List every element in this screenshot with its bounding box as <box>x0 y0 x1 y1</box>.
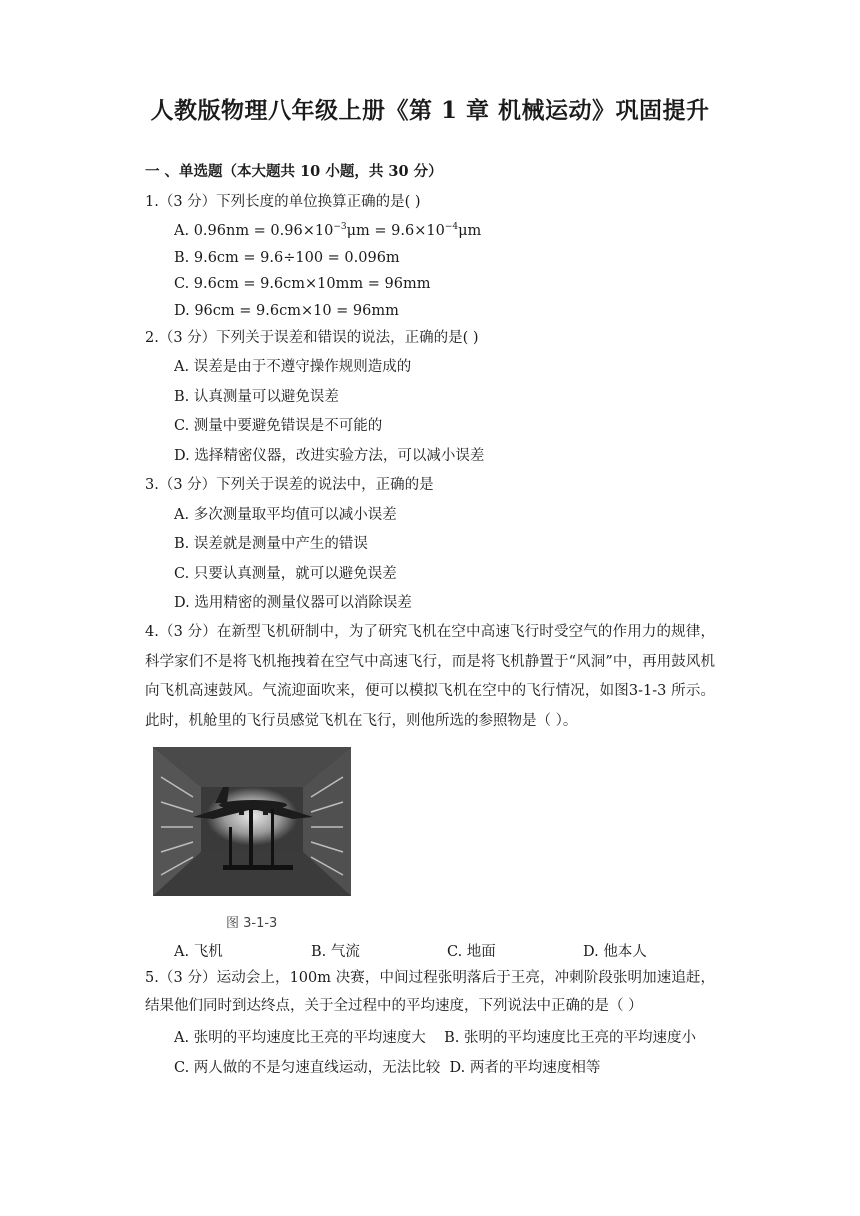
wind-tunnel-image <box>153 747 351 896</box>
section-heading: 一 、单选题（本大题共 10 小题，共 30 分） <box>145 163 443 180</box>
figure-caption: 图 3-1-3 <box>226 916 278 931</box>
question-1-option-a: A. $0.96nm = 0.96\times 10^{-3}\mu m = 9.6\times 10^{-4}\mu m$ <box>174 222 482 239</box>
question-4-option-a: A. 飞机 <box>174 944 223 960</box>
document-title: 人教版物理八年级上册《第 1 章 机械运动》巩固提升 <box>150 97 710 124</box>
question-2-option-a: A. 误差是由于不遵守操作规则造成的 <box>174 359 412 375</box>
question-2-stem: 2.（3 分）下列关于误差和错误的说法，正确的是( ) <box>145 330 479 346</box>
question-3-option-c: C. 只要认真测量，就可以避免误差 <box>174 566 397 582</box>
question-3-stem: 3.（3 分）下列关于误差的说法中，正确的是 <box>145 477 434 493</box>
question-2-option-b: B. 认真测量可以避免误差 <box>174 389 339 405</box>
question-4-option-b: B. 气流 <box>311 944 360 960</box>
question-2-option-d: D. 选择精密仪器，改进实验方法，可以减小误差 <box>174 448 485 464</box>
question-3-option-a: A. 多次测量取平均值可以减小误差 <box>174 507 397 523</box>
question-4-option-c: C. 地面 <box>447 944 496 960</box>
question-3-option-d: D. 选用精密的测量仪器可以消除误差 <box>174 595 412 611</box>
question-5-stem: 5.（3 分）运动会上，100m 决赛，中间过程张明落后于王亮，冲刺阶段张明加速追赶，结果他们同时到达终点，关于全过程中的平均速度，下列说法中正确的是（ ） <box>145 970 715 1014</box>
question-1-option-c: C. 9.6cm = 9.6cm×10mm = 96mm <box>174 276 431 292</box>
question-1-option-b: B. 9.6cm = 9.6÷100 = 0.096m <box>174 250 400 266</box>
wind-tunnel-figure <box>153 747 351 896</box>
question-4-option-d: D. 他本人 <box>583 944 647 960</box>
question-4-stem: 4.（3 分）在新型飞机研制中，为了研究飞机在空中高速飞行时受空气的作用力的规律，科学家们不是将飞机拖拽着在空气中高速飞行，而是将飞机静置于“风洞”中，再用鼓风机向飞机高速鼓风。气流迎面吹来，便可以模拟飞机在空中的飞行情况，如图3-1-3 所示。此时，机舱里的飞行员感觉飞机在飞行，则他所选的参照物是（ ）。 <box>145 624 715 729</box>
question-1-stem: 1.（3 分）下列长度的单位换算正确的是( ) <box>145 194 421 210</box>
question-5-options-cd: C. 两人做的不是匀速直线运动，无法比较 D. 两者的平均速度相等 <box>174 1060 601 1076</box>
question-2-option-c: C. 测量中要避免错误是不可能的 <box>174 418 383 434</box>
question-3-option-b: B. 误差就是测量中产生的错误 <box>174 536 368 552</box>
question-1-option-d: D. 96cm = 9.6cm×10 = 96mm <box>174 303 399 319</box>
question-5-options-ab: A. 张明的平均速度比王亮的平均速度大 B. 张明的平均速度比王亮的平均速度小 <box>174 1030 696 1046</box>
